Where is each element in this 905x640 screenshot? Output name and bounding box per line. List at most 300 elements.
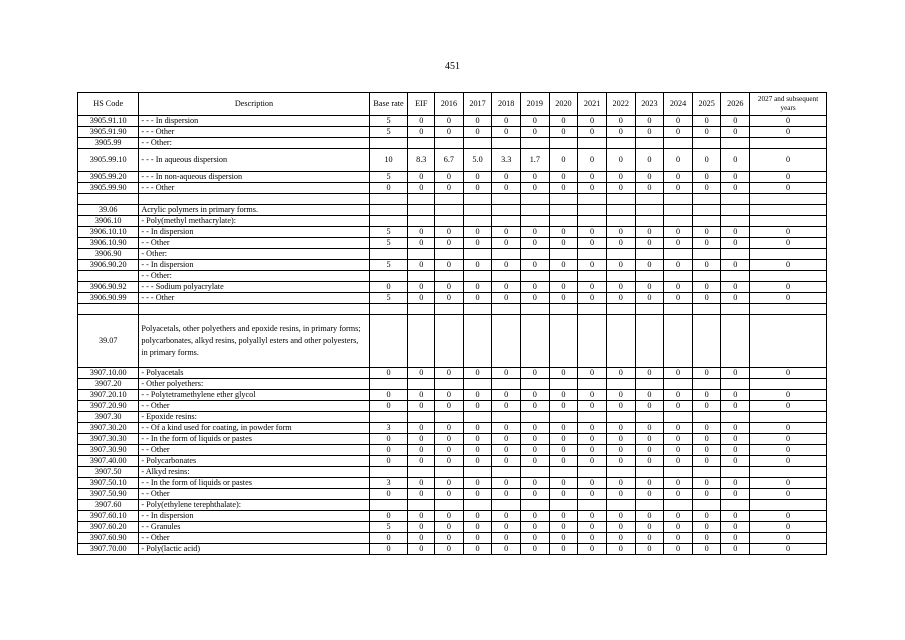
rate-cell (721, 412, 750, 423)
rate-cell: 0 (463, 434, 492, 445)
rate-cell (463, 216, 492, 227)
rate-cell: 0 (463, 282, 492, 293)
rate-cell (692, 379, 721, 390)
hs-code-cell: 3907.10.00 (78, 368, 139, 379)
rate-cell: 0 (408, 172, 435, 183)
column-header: 2019 (521, 93, 550, 116)
rate-cell: 0 (549, 544, 578, 555)
rate-cell (408, 467, 435, 478)
rate-cell: 0 (492, 368, 521, 379)
rate-cell: 0 (549, 183, 578, 194)
rate-cell: 0 (463, 478, 492, 489)
rate-cell (578, 194, 607, 205)
rate-cell: 0 (692, 293, 721, 304)
rate-cell: 0 (692, 172, 721, 183)
rate-cell (369, 138, 408, 149)
hs-code-cell: 3905.91.10 (78, 116, 139, 127)
column-header: 2022 (606, 93, 635, 116)
rate-cell (606, 138, 635, 149)
rate-cell: 0 (606, 293, 635, 304)
rate-cell (463, 304, 492, 315)
rate-cell: 0 (635, 183, 664, 194)
rate-cell: 0 (635, 434, 664, 445)
rate-cell (750, 271, 827, 282)
hs-code-cell: 3907.60.20 (78, 522, 139, 533)
rate-cell (492, 205, 521, 216)
rate-cell: 0 (578, 149, 607, 172)
rate-cell (549, 216, 578, 227)
rate-cell: 0 (606, 127, 635, 138)
hs-code-cell: 3906.90 (78, 249, 139, 260)
rate-cell: 0 (635, 116, 664, 127)
rate-cell: 0 (721, 368, 750, 379)
rate-cell (549, 315, 578, 368)
rate-cell: 5 (369, 116, 408, 127)
description-cell: - Other: (139, 249, 369, 260)
rate-cell (578, 216, 607, 227)
rate-cell (578, 467, 607, 478)
rate-cell: 0 (521, 260, 550, 271)
rate-cell (692, 412, 721, 423)
rate-cell: 0 (750, 282, 827, 293)
rate-cell: 0 (463, 293, 492, 304)
hs-code-cell: 3907.70.00 (78, 544, 139, 555)
rate-cell (664, 205, 693, 216)
rate-cell (549, 379, 578, 390)
column-header: 2025 (692, 93, 721, 116)
rate-cell (369, 412, 408, 423)
rate-cell (750, 205, 827, 216)
rate-cell (750, 412, 827, 423)
hs-code-cell: 3905.91.90 (78, 127, 139, 138)
rate-cell: 5 (369, 172, 408, 183)
description-cell: - - In dispersion (139, 227, 369, 238)
rate-cell: 0 (492, 282, 521, 293)
rate-cell: 0 (664, 368, 693, 379)
rate-cell (435, 205, 464, 216)
rate-cell: 0 (578, 390, 607, 401)
rate-cell: 0 (492, 489, 521, 500)
rate-cell (635, 412, 664, 423)
table-row (78, 522, 827, 533)
rate-cell (692, 205, 721, 216)
rate-cell: 0 (664, 489, 693, 500)
table-row (78, 379, 827, 390)
rate-cell: 0 (635, 293, 664, 304)
rate-cell: 0 (750, 183, 827, 194)
rate-cell (606, 315, 635, 368)
hs-code-cell: 3907.20 (78, 379, 139, 390)
rate-cell (521, 379, 550, 390)
table-row (78, 478, 827, 489)
rate-cell: 0 (635, 401, 664, 412)
rate-cell: 0 (578, 172, 607, 183)
rate-cell: 0 (721, 434, 750, 445)
rate-cell: 0 (463, 456, 492, 467)
description-cell: - - In dispersion (139, 511, 369, 522)
rate-cell (492, 467, 521, 478)
rate-cell: 0 (492, 434, 521, 445)
rate-cell (408, 379, 435, 390)
rate-cell (721, 205, 750, 216)
rate-cell: 0 (578, 260, 607, 271)
table-row (78, 183, 827, 194)
description-cell: - - Other (139, 533, 369, 544)
rate-cell: 0 (463, 390, 492, 401)
rate-cell (721, 138, 750, 149)
rate-cell (463, 194, 492, 205)
rate-cell: 8.3 (408, 149, 435, 172)
table-row (78, 138, 827, 149)
hs-code-cell: 3905.99.10 (78, 149, 139, 172)
rate-cell: 0 (435, 282, 464, 293)
rate-cell: 0 (606, 116, 635, 127)
rate-cell: 0 (606, 489, 635, 500)
rate-cell: 0 (578, 544, 607, 555)
rate-cell: 0 (606, 533, 635, 544)
rate-cell (408, 249, 435, 260)
rate-cell: 0 (521, 456, 550, 467)
rate-cell: 0 (549, 533, 578, 544)
rate-cell: 0 (750, 434, 827, 445)
rate-cell: 0 (521, 478, 550, 489)
rate-cell: 0 (578, 533, 607, 544)
description-cell: - - Of a kind used for coating, in powder form (139, 423, 369, 434)
rate-cell: 0 (492, 390, 521, 401)
rate-cell (549, 500, 578, 511)
rate-cell: 0 (578, 489, 607, 500)
rate-cell (463, 467, 492, 478)
rate-cell: 0 (408, 116, 435, 127)
rate-cell (721, 216, 750, 227)
rate-cell: 0 (635, 456, 664, 467)
rate-cell: 0 (721, 183, 750, 194)
rate-cell: 0 (664, 533, 693, 544)
rate-cell (408, 412, 435, 423)
description-cell: - - In the form of liquids or pastes (139, 434, 369, 445)
rate-cell: 0 (692, 478, 721, 489)
rate-cell: 0 (492, 478, 521, 489)
rate-cell (664, 271, 693, 282)
description-cell: - - Other: (139, 271, 369, 282)
rate-cell: 0 (492, 456, 521, 467)
table-row (78, 445, 827, 456)
rate-cell: 5 (369, 127, 408, 138)
description-cell (139, 194, 369, 205)
rate-cell: 0 (692, 445, 721, 456)
rate-cell: 0 (664, 478, 693, 489)
column-header: 2021 (578, 93, 607, 116)
rate-cell: 0 (635, 390, 664, 401)
column-header: Base rate (369, 93, 408, 116)
rate-cell: 0 (435, 401, 464, 412)
rate-cell: 0 (521, 434, 550, 445)
rate-cell (635, 467, 664, 478)
rate-cell: 0 (549, 149, 578, 172)
rate-cell (664, 194, 693, 205)
description-cell: - Polyacetals (139, 368, 369, 379)
table-row (78, 500, 827, 511)
rate-cell (578, 315, 607, 368)
table-row (78, 127, 827, 138)
rate-cell: 0 (721, 238, 750, 249)
rate-cell (750, 500, 827, 511)
rate-cell: 0 (606, 368, 635, 379)
rate-cell: 0 (521, 116, 550, 127)
rate-cell (578, 304, 607, 315)
rate-cell (492, 379, 521, 390)
rate-cell (521, 271, 550, 282)
rate-cell (549, 249, 578, 260)
rate-cell: 0 (721, 127, 750, 138)
rate-cell: 0 (664, 423, 693, 434)
rate-cell (408, 500, 435, 511)
rate-cell: 0 (521, 238, 550, 249)
hs-code-cell: 3905.99.20 (78, 172, 139, 183)
page-number: 451 (445, 61, 460, 72)
rate-cell: 0 (521, 489, 550, 500)
rate-cell: 0 (549, 260, 578, 271)
rate-cell: 0 (549, 116, 578, 127)
rate-cell: 0 (721, 149, 750, 172)
rate-cell (635, 379, 664, 390)
rate-cell: 5.0 (463, 149, 492, 172)
rate-cell: 0 (408, 445, 435, 456)
description-cell: - - In the form of liquids or pastes (139, 478, 369, 489)
rate-cell (521, 249, 550, 260)
rate-cell: 0 (435, 445, 464, 456)
rate-cell: 0 (606, 423, 635, 434)
rate-cell (435, 138, 464, 149)
rate-cell (721, 304, 750, 315)
rate-cell: 0 (635, 445, 664, 456)
rate-cell: 0 (750, 172, 827, 183)
rate-cell (692, 138, 721, 149)
table-row (78, 194, 827, 205)
column-header: HS Code (78, 93, 139, 116)
rate-cell: 0 (578, 116, 607, 127)
rate-cell: 0 (606, 456, 635, 467)
rate-cell: 0 (721, 116, 750, 127)
description-cell: - - Other (139, 445, 369, 456)
rate-cell: 0 (549, 423, 578, 434)
rate-cell (521, 205, 550, 216)
hs-code-cell: 3907.60.10 (78, 511, 139, 522)
rate-cell: 0 (408, 282, 435, 293)
rate-cell (606, 249, 635, 260)
table-row (78, 282, 827, 293)
description-cell: Acrylic polymers in primary forms. (139, 205, 369, 216)
rate-cell: 0 (750, 149, 827, 172)
rate-cell (606, 412, 635, 423)
rate-cell: 0 (606, 390, 635, 401)
rate-cell: 0 (435, 116, 464, 127)
rate-cell (635, 205, 664, 216)
table-row (78, 456, 827, 467)
table-row (78, 544, 827, 555)
rate-cell: 0 (635, 172, 664, 183)
rate-cell: 0 (721, 227, 750, 238)
rate-cell: 0 (492, 183, 521, 194)
description-cell: - - Other (139, 238, 369, 249)
rate-cell: 0 (578, 401, 607, 412)
rate-cell: 0 (435, 423, 464, 434)
rate-cell: 0 (549, 456, 578, 467)
description-cell: - - In dispersion (139, 260, 369, 271)
rate-cell (463, 205, 492, 216)
rate-cell (521, 138, 550, 149)
rate-cell: 0 (635, 544, 664, 555)
rate-cell: 0 (664, 260, 693, 271)
rate-cell: 0 (492, 293, 521, 304)
rate-cell: 0 (578, 293, 607, 304)
rate-cell: 0 (664, 127, 693, 138)
rate-cell (408, 271, 435, 282)
rate-cell: 0 (578, 368, 607, 379)
rate-cell: 0 (549, 511, 578, 522)
rate-cell: 0 (692, 522, 721, 533)
rate-cell: 0 (369, 533, 408, 544)
hs-code-cell: 39.07 (78, 315, 139, 368)
rate-cell: 0 (369, 511, 408, 522)
rate-cell: 0 (549, 227, 578, 238)
rate-cell (435, 216, 464, 227)
rate-cell: 0 (408, 260, 435, 271)
rate-cell: 3.3 (492, 149, 521, 172)
column-header: EIF (408, 93, 435, 116)
rate-cell (664, 500, 693, 511)
description-cell: - - Granules (139, 522, 369, 533)
hs-code-cell: 3906.10.90 (78, 238, 139, 249)
rate-cell (721, 249, 750, 260)
rate-cell (435, 271, 464, 282)
rate-cell: 0 (549, 368, 578, 379)
hs-code-cell: 3905.99 (78, 138, 139, 149)
rate-cell: 0 (692, 368, 721, 379)
rate-cell (635, 271, 664, 282)
rate-cell: 0 (521, 293, 550, 304)
rate-cell: 0 (664, 116, 693, 127)
rate-cell (664, 249, 693, 260)
rate-cell (692, 249, 721, 260)
rate-cell: 10 (369, 149, 408, 172)
rate-cell: 0 (750, 260, 827, 271)
rate-cell: 0 (721, 260, 750, 271)
rate-cell: 0 (435, 227, 464, 238)
rate-cell: 0 (635, 282, 664, 293)
rate-cell (463, 315, 492, 368)
rate-cell: 0 (521, 522, 550, 533)
rate-cell: 0 (606, 401, 635, 412)
rate-cell: 0 (750, 423, 827, 434)
rate-cell: 0 (721, 172, 750, 183)
rate-cell (408, 216, 435, 227)
rate-cell: 0 (578, 127, 607, 138)
rate-cell: 0 (664, 172, 693, 183)
rate-cell: 0 (435, 544, 464, 555)
rate-cell (664, 315, 693, 368)
rate-cell: 0 (578, 423, 607, 434)
rate-cell (750, 216, 827, 227)
rate-cell: 0 (549, 434, 578, 445)
rate-cell (664, 412, 693, 423)
table-row (78, 293, 827, 304)
rate-cell: 0 (635, 227, 664, 238)
rate-cell (692, 194, 721, 205)
rate-cell: 0 (492, 511, 521, 522)
hs-code-cell: 39.06 (78, 205, 139, 216)
rate-cell: 0 (408, 390, 435, 401)
description-cell (139, 304, 369, 315)
rate-cell: 0 (721, 511, 750, 522)
description-cell: - Other polyethers: (139, 379, 369, 390)
rate-cell: 0 (549, 522, 578, 533)
rate-cell (521, 500, 550, 511)
rate-cell: 0 (664, 227, 693, 238)
rate-cell: 0 (750, 238, 827, 249)
description-cell: - - - In aqueous dispersion (139, 149, 369, 172)
description-cell: - - - In non-aqueous dispersion (139, 172, 369, 183)
rate-cell: 0 (521, 368, 550, 379)
rate-cell: 0 (369, 368, 408, 379)
rate-cell: 0 (750, 478, 827, 489)
rate-cell: 0 (692, 533, 721, 544)
table-row (78, 205, 827, 216)
rate-cell: 0 (635, 489, 664, 500)
hs-code-cell: 3907.30.30 (78, 434, 139, 445)
rate-cell: 0 (606, 183, 635, 194)
rate-cell (521, 194, 550, 205)
description-cell: - Polycarbonates (139, 456, 369, 467)
rate-cell: 0 (463, 445, 492, 456)
rate-cell (692, 315, 721, 368)
rate-cell (435, 467, 464, 478)
hs-code-cell: 3906.10.10 (78, 227, 139, 238)
rate-cell: 0 (492, 445, 521, 456)
rate-cell (578, 205, 607, 216)
rate-cell: 0 (463, 227, 492, 238)
rate-cell (664, 216, 693, 227)
rate-cell: 0 (578, 434, 607, 445)
table-row (78, 172, 827, 183)
description-cell: - Poly(ethylene terephthalate): (139, 500, 369, 511)
rate-cell (692, 216, 721, 227)
rate-cell (721, 379, 750, 390)
rate-cell (521, 467, 550, 478)
rate-cell: 0 (578, 522, 607, 533)
rate-cell: 0 (578, 183, 607, 194)
rate-cell (549, 304, 578, 315)
rate-cell (369, 379, 408, 390)
rate-cell (408, 315, 435, 368)
rate-cell (721, 467, 750, 478)
rate-cell: 0 (408, 456, 435, 467)
rate-cell: 0 (369, 401, 408, 412)
rate-cell: 0 (549, 390, 578, 401)
rate-cell: 1.7 (521, 149, 550, 172)
rate-cell: 0 (606, 445, 635, 456)
rate-cell: 0 (369, 183, 408, 194)
rate-cell: 0 (408, 544, 435, 555)
table-row (78, 390, 827, 401)
rate-cell (664, 304, 693, 315)
rate-cell (408, 205, 435, 216)
rate-cell (721, 500, 750, 511)
rate-cell (549, 467, 578, 478)
rate-cell (369, 467, 408, 478)
rate-cell: 0 (408, 127, 435, 138)
rate-cell: 5 (369, 227, 408, 238)
